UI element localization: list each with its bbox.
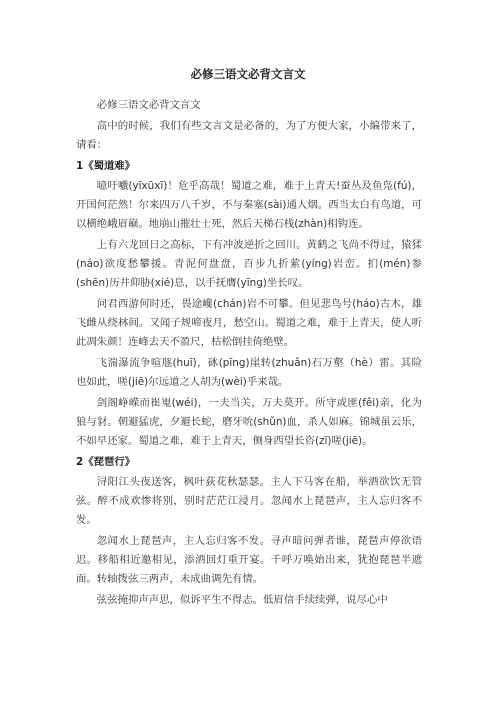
document-body bbox=[76, 96, 422, 612]
poem-paragraph: 忽闻水上琵琶声，主人忘归客不发。寻声暗问弹者谁，琵琶声停欲语迟。移船相近邀相见，添酒回灯重开宴。千呼万唤始出来，犹抱琵琶半遮面。转轴拨弦三两声，未成曲调先有情。 bbox=[76, 535, 422, 585]
intro-paragraph: 高中的时候，我们有些文言文是必备的，为了方便大家，小编带来了，请看： bbox=[76, 120, 422, 151]
poem-paragraph: 噫吁嚱(yīxūxī)！危乎高哉！蜀道之难，难于上青天!蚕丛及鱼凫(fú)，开国何茫然！尔来四万八千岁，不与秦塞(sài)通人烟。西当太白有鸟道，可以横绝峨眉巅。地崩山摧壮士死，然后天梯石栈(zhàn)相钩连。 bbox=[76, 180, 422, 230]
section-pipaxing bbox=[76, 453, 422, 610]
poem-paragraph: 飞湍瀑流争喧豗(huī)，砯(pīng)崖转(zhuǎn)石万壑（hè）雷。其险也如此，嗟(jiē)尔远道之人胡为(wèi)乎来哉。 bbox=[76, 357, 422, 388]
poem-paragraph: 问君西游何时还，畏途巉(chán)岩不可攀。但见悲鸟号(háo)古木，雄飞雌从绕林间。又闻子规啼夜月，愁空山。蜀道之难，难于上青天，使人听此凋朱颜！连峰去天不盈尺，枯松倒挂倚绝壁。 bbox=[76, 298, 422, 348]
document-title: 必修三语文必背文言文 bbox=[190, 67, 306, 81]
poem-paragraph: 浔阳江头夜送客，枫叶荻花秋瑟瑟。主人下马客在船，举酒欲饮无管弦。醉不成欢惨将别，别时茫茫江浸月。忽闻水上琵琶声，主人忘归客不发。 bbox=[76, 476, 422, 526]
document-subtitle: 必修三语文必背文言文 bbox=[96, 99, 201, 111]
poem-paragraph: 上有六龙回日之高标，下有冲波逆折之回川。黄鹤之飞尚不得过，猿猱(náo)欲度愁攀援。青泥何盘盘，百步九折萦(yíng)岩峦。扪(mén)参(shēn)历井仰胁(xié)息，以手抚膺(yīng)坐长叹。 bbox=[76, 239, 422, 289]
poem-paragraph: 剑阁峥嵘而崔嵬(wéi)，一夫当关，万夫莫开。所守或匪(fěi)亲，化为狼与豺。朝避猛虎，夕避长蛇，磨牙吮(shǔn)血，杀人如麻。锦城虽云乐，不如早还家。蜀道之难，难于上青天，侧身西望长咨(zī)嗟(jiē)。 bbox=[76, 397, 422, 447]
section-heading: 1《蜀道难》 bbox=[76, 160, 136, 172]
section-heading: 2《琵琶行》 bbox=[76, 456, 136, 468]
poem-paragraph: 弦弦掩抑声声思，似诉平生不得志。低眉信手续续弹，说尽心中 bbox=[96, 594, 388, 606]
section-shudaonan bbox=[76, 157, 422, 451]
